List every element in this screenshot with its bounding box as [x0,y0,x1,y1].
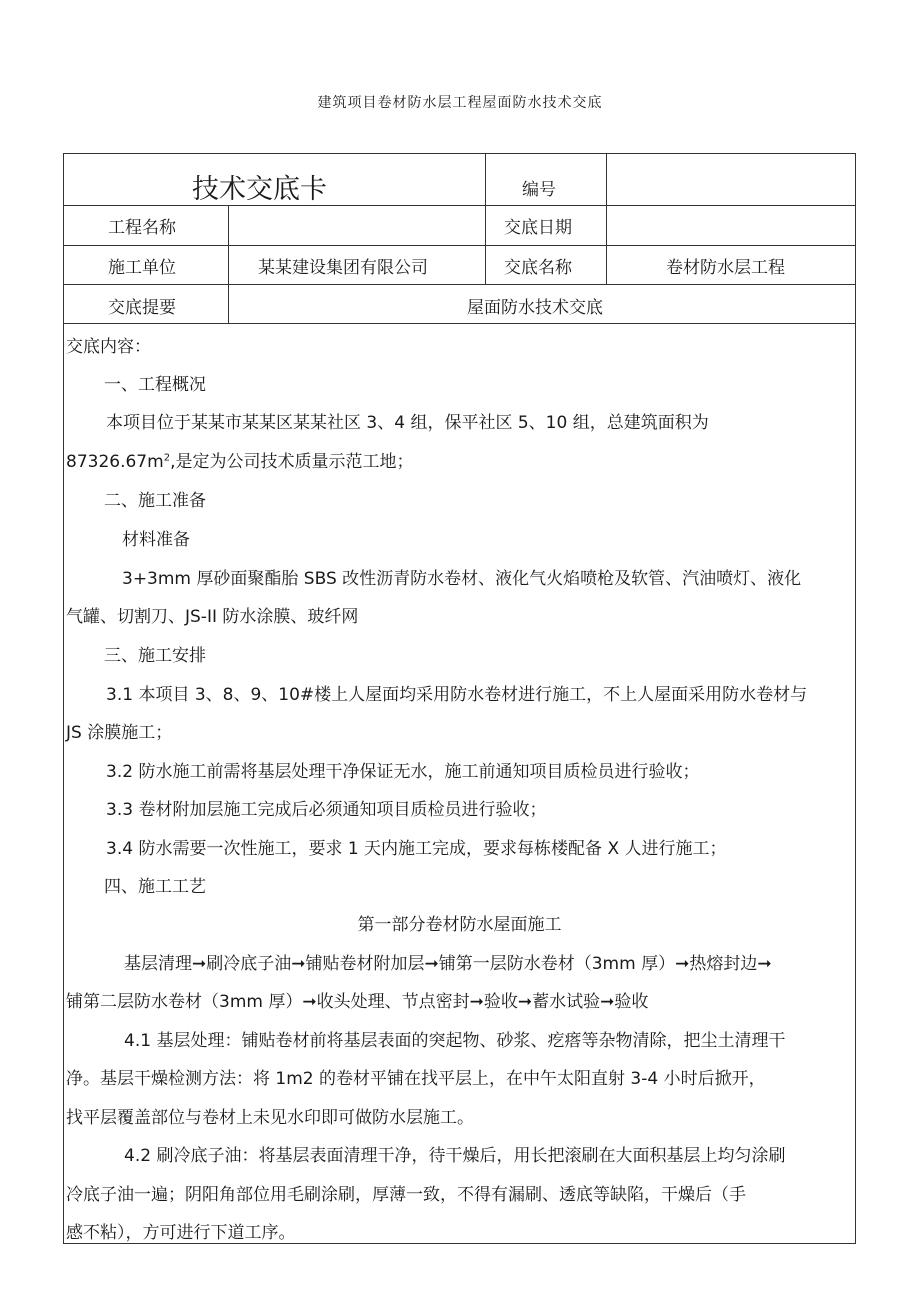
table-col-divider [606,153,607,284]
section-3-title: 三、施工安排 [104,646,206,666]
table-row-divider [63,284,856,285]
section-2-title: 二、施工准备 [104,491,206,511]
table-col-divider [485,153,486,284]
section-3-text-line: 3.2 防水施工前需将基层处理干净保证无水，施工前通知项目质检员进行验收； [106,762,700,782]
step-4-2-text-line: 冷底子油一遍；阴阳角部位用毛刷涂刷，厚薄一致，不得有漏刷、透底等缺陷，干燥后（手 [66,1185,746,1205]
step-4-1-text-line: 净。基层干燥检测方法：将 1m2 的卷材平铺在找平层上，在中午太阳直射 3-4 小时后掀开， [66,1069,766,1089]
table-col-divider [228,205,229,323]
process-flow-line: 铺第二层防水卷材（3mm 厚）➞收头处理、节点密封➞验收➞蓄水试验➞验收 [66,992,649,1012]
table-row-divider [63,323,856,324]
step-4-2-text-line: 4.2 刷冷底子油：将基层表面清理干净，待干燥后，用长把滚刷在大面积基层上均匀涂刷 [124,1146,786,1166]
step-4-1-text-line: 找平层覆盖部位与卷材上未见水印即可做防水层施工。 [66,1108,474,1128]
area-value: 87326.67m [66,452,164,472]
section-3-text-line: 3.1 本项目 3、8、9、10#楼上人屋面均采用防水卷材进行施工，不上人屋面采用防水卷材与 [106,685,808,705]
area-unit-superscript: 2 [163,452,171,464]
disclosure-name-value: 卷材防水层工程 [666,258,785,278]
section-4-part-title: 第一部分卷材防水屋面施工 [357,915,562,935]
step-4-2-text-line: 感不粘），方可进行下道工序。 [66,1223,296,1243]
summary-label: 交底提要 [108,298,176,318]
content-heading: 交底内容： [66,337,151,357]
construction-unit-value: 某某建设集团有限公司 [258,258,428,278]
table-row-divider [63,245,856,246]
section-3-text-line: 3.3 卷材附加层施工完成后必须通知项目质检员进行验收； [106,800,547,820]
table-row-divider [63,205,856,206]
disclosure-name-label: 交底名称 [504,258,572,278]
section-4-title: 四、施工工艺 [104,877,206,897]
project-name-label: 工程名称 [108,218,176,238]
area-description: ,是定为公司技术质量示范工地； [170,452,414,472]
section-3-text-line: 3.4 防水需要一次性施工，要求 1 天内施工完成，要求每栋楼配备 X 人进行施工； [106,839,727,859]
section-1-title: 一、工程概况 [104,375,206,395]
section-3-text-line: JS 涂膜施工； [66,723,173,743]
disclosure-date-label: 交底日期 [504,218,572,238]
number-label: 编号 [522,180,556,200]
summary-value: 屋面防水技术交底 [467,298,603,318]
step-4-1-text-line: 4.1 基层处理：铺贴卷材前将基层表面的突起物、砂浆、疙瘩等杂物清除，把尘土清理干 [124,1031,786,1051]
section-2-subtitle: 材料准备 [122,530,190,550]
section-1-text-line: 本项目位于某某市某某区某某社区 3、4 组，保平社区 5、10 组，总建筑面积为 [106,413,709,433]
construction-unit-label: 施工单位 [108,258,176,278]
section-2-text-line: 3+3mm 厚砂面聚酯胎 SBS 改性沥青防水卷材、液化气火焰喷枪及软管、汽油喷灯、液化 [122,569,802,589]
section-1-text-line [66,451,413,473]
card-title: 技术交底卡 [192,174,327,205]
process-flow-line: 基层清理➞刷冷底子油➞铺贴卷材附加层➞铺第一层防水卷材（3mm 厚）➞热熔封边➞ [124,954,772,974]
document-title: 建筑项目卷材防水层工程屋面防水技术交底 [317,95,603,111]
section-2-text-line: 气罐、切割刀、JS-II 防水涂膜、玻纤网 [66,607,359,627]
